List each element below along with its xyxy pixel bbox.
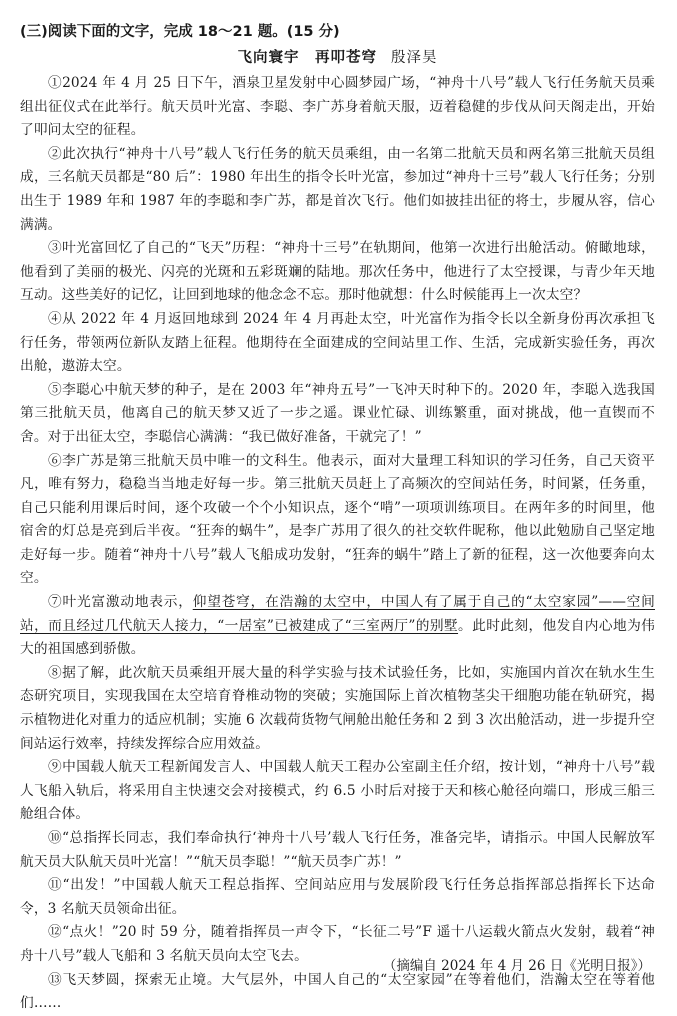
- source-citation: （摘编自 2024 年 4 月 26 日《光明日报》）: [382, 958, 651, 974]
- paragraph-10: ⑩“总指挥长同志，我们奉命执行‘神舟十八号’载人飞行任务，准备完毕，请指示。中国人民解放军航天员大队航天员叶光富！”“航天员李聪！”“航天员李广苏！”: [20, 830, 655, 870]
- paragraph-7-underlined: ⑦叶光富激动地表示，仰望苍穹，在浩瀚的太空中，中国人有了属于自己的“太空家园”——空间站，而且经过几代航天人接力，“一居室”已被建成了“三室两厅”的别墅。此时此刻，他发自内心地为伟大的祖国感到骄傲。: [20, 594, 655, 658]
- article-title-row: [20, 48, 655, 68]
- paragraph-5: ⑤李聪心中航天梦的种子，是在 2003 年“神舟五号”一飞冲天时种下的。2020 年，李聪入选我国第三批航天员，他离自己的航天梦又近了一步之遥。课业忙碌、训练繁重，面对挑战，他一直锲而不舍。对于出征太空，李聪信心满满：“我已做好准备，干就完了！”: [20, 381, 655, 445]
- paragraph-3: ③叶光富回忆了自己的“飞天”历程：“神舟十三号”在轨期间，他第一次进行出舱活动。俯瞰地球，他看到了美丽的极光、闪亮的光斑和五彩斑斓的陆地。那次任务中，他进行了太空授课，与青少年天地互动。这些美好的记忆，让回到地球的他念念不忘。那时他就想：什么时候能再上一次太空？: [20, 240, 655, 304]
- paragraph-4: ④从 2022 年 4 月返回地球到 2024 年 4 月再赴太空，叶光富作为指令长以全新身份再次承担飞行任务，带领两位新队友踏上征程。他期待在全面建成的空间站里工作、生活，完成新实验任务，再次出舱，遨游太空。: [20, 310, 655, 375]
- paragraph-11: ⑪“出发！”中国载人航天工程总指挥、空间站应用与发展阶段飞行任务总指挥部总指挥长下达命令，3 名航天员领命出征。: [20, 877, 655, 917]
- paragraph-8: ⑧据了解，此次航天员乘组开展大量的科学实验与技术试验任务，比如，实施国内首次在轨水生生态研究项目，实现我国在太空培育脊椎动物的突破；实施国际上首次植物茎尖干细胞功能在轨研究，揭示植物进化对重力的适应机制；实施 6 次载荷货物气闸舱出舱任务和 2 到 3 次出舱活动，进一步提升空间站运行效率，持续发挥综合应用效益。: [20, 664, 655, 752]
- article-author: 殷泽昊: [391, 50, 438, 66]
- paragraph-6: ⑥李广苏是第三批航天员中唯一的文科生。他表示，面对大量理工科知识的学习任务，自己天资平凡，唯有努力，稳稳当当地走好每一步。第三批航天员赶上了高频次的空间站任务，时间紧，任务重，自己只能利用课后时间，逐个攻破一个个小知识点，逐个“啃”一项项训练项目。在两年多的时间里，他宿舍的灯总是亮到后半夜。“狂奔的蜗牛”，是李广苏用了很久的社交软件昵称，他以此勉励自己坚定地走好每一步。随着“神舟十八号”载人飞船成功发射，“狂奔的蜗牛”踏上了新的征程，这一次他要奔向太空。: [20, 452, 655, 587]
- paragraph-13: ⑬飞天梦圆，探索无止境。大气层外，中国人自己的“太空家园”在等着他们，浩瀚太空在等着他们……: [20, 971, 655, 1012]
- paragraph-9: ⑨中国载人航天工程新闻发言人、中国载人航天工程办公室副主任介绍，按计划，“神舟十八号”载人飞船入轨后，将采用自主快速交会对接模式，约 6.5 小时后对接于天和核心舱径向端口，形成三船三舱组合体。: [20, 759, 655, 823]
- paragraph-12: ⑫“点火！”20 时 59 分，随着指挥员一声令下，“长征二号”F 遥十八运载火箭点火发射，载着“神舟十八号”载人飞船和 3 名航天员向太空飞去。: [20, 924, 655, 964]
- paragraph-2: ②此次执行“神舟十八号”载人飞行任务的航天员乘组，由一名第二批航天员和两名第三批航天员组成，三名航天员都是“80 后”：1980 年出生的指令长叶光富，参加过“神舟十三号”载人飞行任务；分别出生于 1989 年和 1987 年的李聪和李广苏，都是首次飞行。他们如披挂出征的将士，步履从容，信心满满。: [20, 145, 655, 233]
- article-body: [20, 72, 655, 1016]
- paragraph-1: ①2024 年 4 月 25 日下午，酒泉卫星发射中心圆梦园广场，“神舟十八号”载人飞行任务航天员乘组出征仪式在此举行。航天员叶光富、李聪、李广苏身着航天服，迈着稳健的步伐从问天阁走出，开始了叩问太空的征程。: [20, 75, 655, 139]
- article-title: 飞向寰宇 再叩苍穹: [237, 50, 377, 66]
- section-heading: (三)阅读下面的文字，完成 18～21 题。(15 分): [20, 24, 340, 40]
